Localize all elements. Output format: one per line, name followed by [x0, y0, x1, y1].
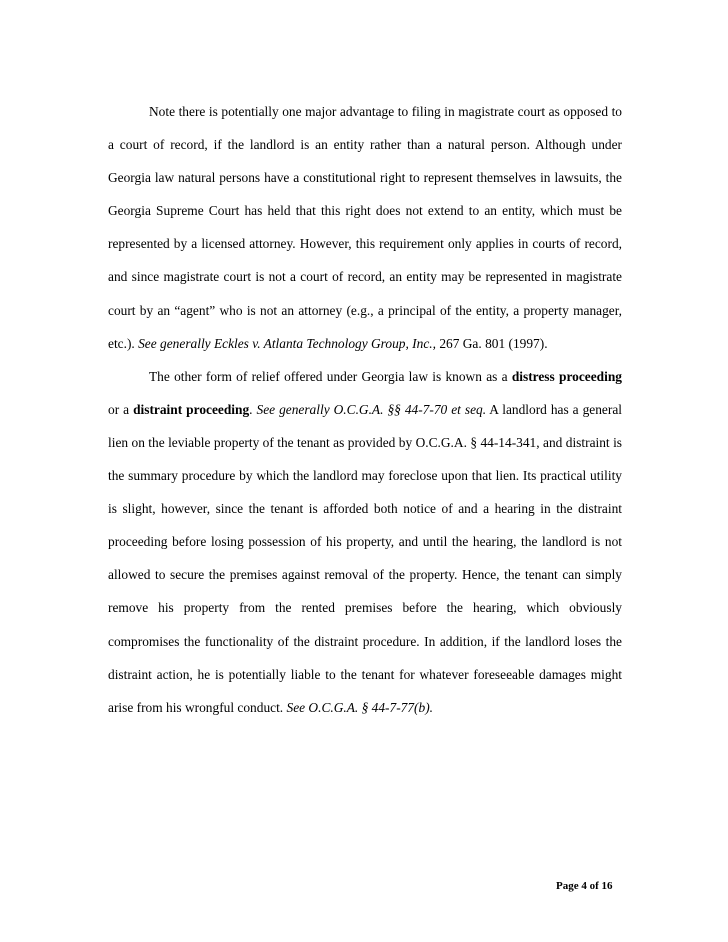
paragraph-text: A landlord has a general lien on the leviable property of the tenant as provided by O.C.G.A. § 44-14-341, and distraint is the summary procedure by which the landlord may foreclose upon that lien. Its practical utility is slight, however, since the tenant is afforded both notice of and a hearing in the distraint proceeding before losing possession of his property, and until the hearing, the landlord is not allowed to secure the premises against removal of the property. Hence, the tenant can simply remove his property from the rented premises before the hearing, which obviously compromises the functionality of the distraint procedure. In addition, if the landlord loses the distraint action, he is potentially liable to the tenant for whatever foreseeable damages might arise from his wrongful conduct. — [108, 401, 623, 715]
page-number: Page 4 of 16 — [556, 880, 613, 892]
case-citation: See generally Eckles v. Atlanta Technology Group, Inc., — [138, 335, 436, 351]
body-text — [108, 95, 622, 724]
bold-term: distress proceeding — [511, 368, 622, 384]
bold-term: distraint proceeding — [133, 401, 250, 417]
statute-citation: See O.C.G.A. § 44-7-77(b). — [286, 699, 434, 715]
paragraph-text: The other form of relief offered under Georgia law is known as a — [149, 368, 512, 384]
paragraph-text: or a — [108, 401, 134, 417]
paragraph-distraint — [108, 360, 622, 724]
paragraph-text: 267 Ga. 801 (1997). — [435, 335, 548, 351]
statute-citation: See generally O.C.G.A. §§ 44-7-70 et seq. — [256, 401, 487, 417]
paragraph-text: . — [249, 401, 257, 417]
paragraph-magistrate-court — [108, 95, 622, 360]
paragraph-text: Note there is potentially one major advantage to filing in magistrate court as opposed to a court of record, if the landlord is an entity rather than a natural person. Although under Georgia law natural persons have a constitutional right to represent themselves in lawsuits, the Georgia Supreme Court has held that this right does not extend to an entity, which must be represented by a licensed attorney. However, this requirement only applies in courts of record, and since magistrate court is not a court of record, an entity may be represented in magistrate court by an “agent” who is not an attorney (e.g., a principal of the entity, a property manager, etc.). — [108, 104, 622, 351]
